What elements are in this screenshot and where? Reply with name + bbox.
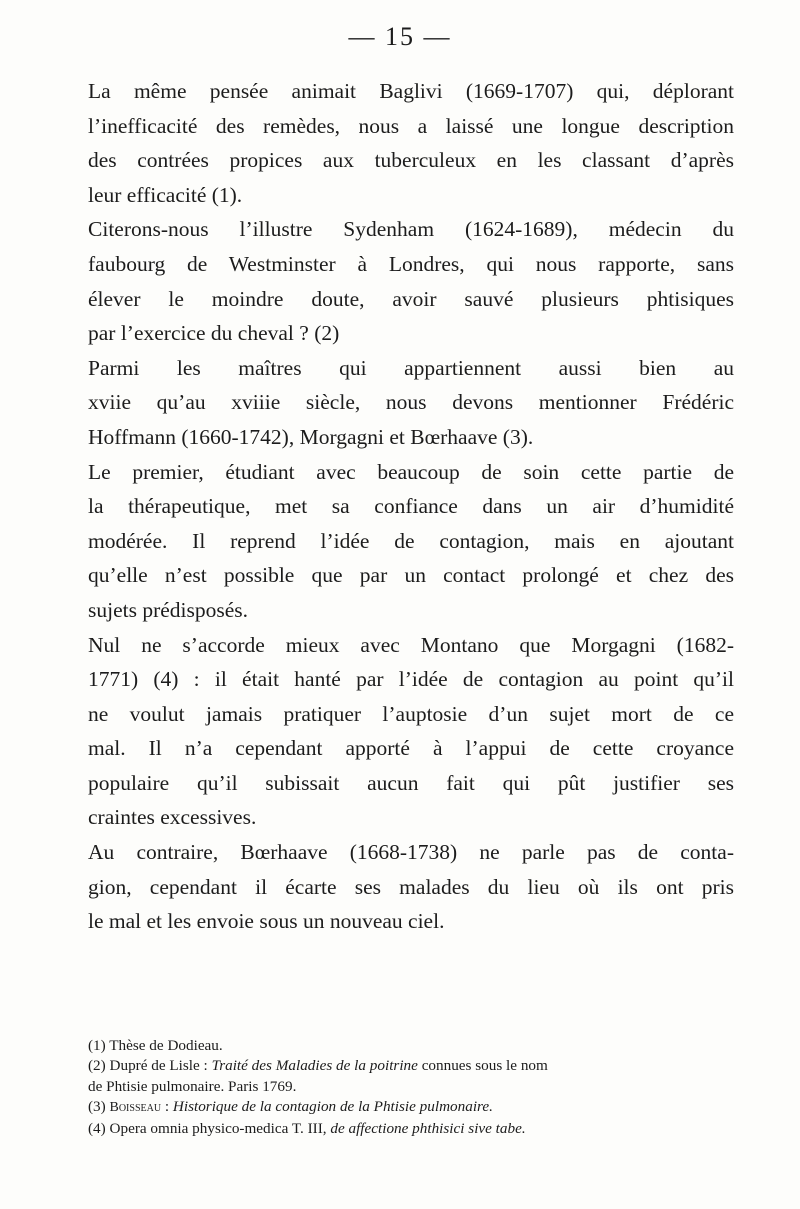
- footnote-continuation: de Phtisie pulmonaire. Paris 1769.: [88, 1077, 297, 1095]
- text-line: Parmi les maîtres qui appartiennent aussi bien au: [88, 355, 734, 380]
- text-line: la thérapeutique, met sa confiance dans un air d’humidité: [88, 494, 734, 519]
- footnote-text: Thèse de Dodieau.: [109, 1037, 223, 1054]
- footnotes: [88, 1036, 734, 1139]
- text-line: le mal et les envoie sous un nouveau ciel.: [88, 909, 445, 934]
- body-text: [88, 74, 734, 939]
- text-line: gion, cependant il écarte ses malades du lieu où ils ont pris: [88, 874, 734, 899]
- text-line: populaire qu’il subissait aucun fait qui pût justifier ses: [88, 770, 734, 795]
- text-line: Hoffmann (1660-1742), Morgagni et Bœrhaave (3).: [88, 424, 534, 449]
- footnote-text: :: [161, 1098, 173, 1116]
- text-line: sujets prédisposés.: [88, 597, 249, 622]
- text-line: craintes excessives.: [88, 805, 257, 830]
- text-line: Citerons-nous l’illustre Sydenham (1624-1689), médecin du: [88, 217, 734, 242]
- text-line: modérée. Il reprend l’idée de contagion, mais en ajoutant: [88, 528, 734, 553]
- paragraph: [88, 351, 734, 455]
- text-line: Nul ne s’accorde mieux avec Montano que Morgagni (1682-: [88, 632, 734, 657]
- text-line: par l’exercice du cheval ? (2): [88, 321, 340, 346]
- text-line: qu’elle n’est possible que par un contact prolongé et chez des: [88, 563, 734, 588]
- page-number: — 15 —: [348, 22, 452, 51]
- footnote-title: Traité des Maladies de la poitrine: [211, 1057, 418, 1075]
- footnote-3: [88, 1097, 734, 1118]
- footnote-text: Dupré de Lisle :: [109, 1057, 212, 1075]
- text-line: mal. Il n’a cependant apporté à l’appui de cette croyance: [88, 736, 734, 761]
- footnote-1: [88, 1036, 734, 1056]
- text-line: La même pensée animait Baglivi (1669-1707) qui, déplorant: [88, 79, 734, 103]
- text-line: ne voulut jamais pratiquer l’auptosie d’un sujet mort de ce: [88, 701, 734, 726]
- footnote-mark: (1): [88, 1037, 106, 1054]
- footnote-2: [88, 1056, 734, 1097]
- footnote-author: Boisseau: [109, 1100, 162, 1116]
- paragraph: [88, 835, 734, 939]
- text-line: l’inefficacité des remèdes, nous a laissé une longue description: [88, 113, 734, 138]
- paragraph: [88, 212, 734, 350]
- text-line: Le premier, étudiant avec beaucoup de soin cette partie de: [88, 459, 734, 484]
- footnote-title: Historique de la contagion de la Phtisie pulmonaire.: [172, 1098, 493, 1116]
- footnote-mark: (2): [88, 1057, 106, 1075]
- text-line: faubourg de Westminster à Londres, qui nous rapporte, sans: [88, 251, 734, 276]
- text-line: leur efficacité (1).: [88, 182, 243, 207]
- text-line: xviie qu’au xviiie siècle, nous devons mentionner Frédéric: [88, 390, 734, 415]
- text-line: Au contraire, Bœrhaave (1668-1738) ne parle pas de conta-: [88, 840, 734, 865]
- text-line: 1771) (4) : il était hanté par l’idée de contagion au point qu’il: [88, 667, 734, 692]
- text-line: élever le moindre doute, avoir sauvé plusieurs phtisiques: [88, 286, 734, 311]
- footnote-text: Opera omnia physico-medica T. III,: [109, 1119, 331, 1137]
- footnote-title: de affectione phthisici sive tabe.: [330, 1119, 526, 1137]
- paragraph: [88, 74, 734, 212]
- paragraph: [88, 628, 734, 836]
- footnote-mark: (4): [88, 1119, 106, 1137]
- text-line: des contrées propices aux tuberculeux en les classant d’après: [88, 148, 734, 173]
- paragraph: [88, 455, 734, 628]
- footnote-mark: (3): [88, 1098, 106, 1116]
- footnote-text: connues sous le nom: [417, 1057, 548, 1075]
- footnote-4: [88, 1119, 734, 1139]
